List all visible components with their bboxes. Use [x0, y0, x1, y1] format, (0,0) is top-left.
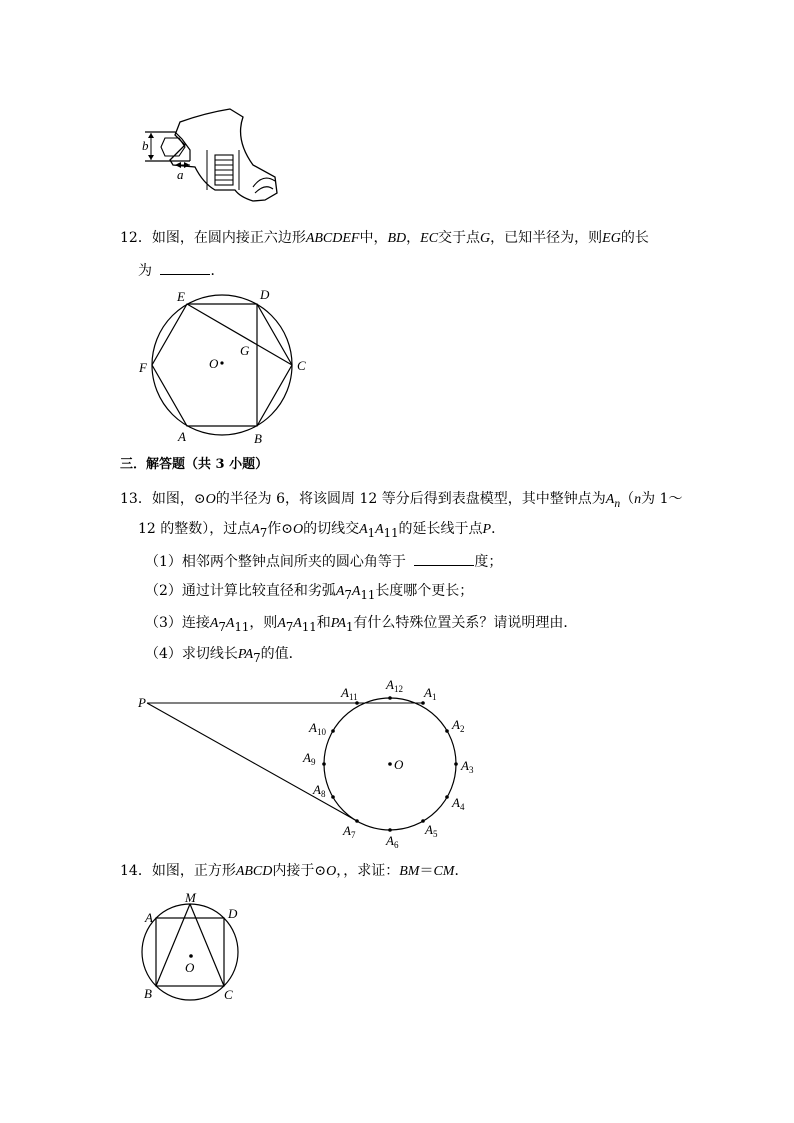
q13-label-a9: $A_9$ — [303, 750, 316, 767]
q13-text: n — [634, 492, 642, 507]
q12-center-dot — [220, 361, 223, 364]
q12-point-g: G — [480, 231, 491, 246]
q12-answer-blank[interactable] — [160, 260, 210, 275]
q12-label-f: F — [139, 360, 147, 375]
q13-sub3 — [145, 614, 577, 636]
q13-label-a11: $A_{11}$ — [341, 685, 358, 702]
q14-square — [156, 918, 224, 986]
q13-text: ，则 — [249, 615, 278, 631]
q14-segment-cm: CM — [433, 864, 455, 879]
q14-label-d: D — [228, 906, 238, 921]
q13-text: A — [605, 492, 615, 507]
q14-text: 内接于⊙ — [272, 863, 327, 879]
q14-text: ． — [454, 863, 469, 879]
q13-text: 1 — [367, 525, 376, 540]
q13-text: 的值． — [260, 646, 303, 662]
q13-text: 的切线交 — [303, 521, 360, 537]
q12-segment-bd: BD — [387, 231, 407, 246]
q12-label-d: D — [260, 287, 270, 302]
q13-label-a2: $A_2$ — [452, 717, 465, 734]
q13-sub4 — [145, 645, 303, 667]
q13-text: 11 — [301, 619, 317, 634]
q13-label-a8: $A_8$ — [313, 782, 326, 799]
q13-text: 的半径为 6，将该圆周 12 等分后得到表盘模型，其中整钟点为 — [215, 491, 606, 507]
q13-text: 作⊙ — [267, 521, 293, 537]
q12-number: 12． — [120, 230, 152, 246]
q12-label-e: E — [177, 289, 185, 304]
q13-text: （1）相邻两个整钟点间所夹的圆心角等于 — [145, 554, 406, 570]
q14-text: O — [326, 864, 337, 879]
q13-text: 如图，⊙ — [151, 491, 206, 507]
q13-text: 有什么特殊位置关系？请说明理由． — [353, 615, 578, 631]
q13-answer-blank[interactable] — [414, 551, 474, 566]
q13-text: A — [351, 584, 361, 599]
q13-text: 和 — [316, 615, 331, 631]
wrench-label-b: b — [142, 138, 149, 153]
q13-text: 度； — [474, 554, 503, 570]
q12-figure — [132, 285, 317, 445]
q13-text: 7 — [218, 619, 226, 634]
q13-text: n — [614, 496, 621, 510]
q12-label-g: G — [240, 343, 250, 358]
q12-hexagon-name: ABCDEF — [305, 231, 360, 246]
q14-line1 — [120, 862, 468, 881]
q13-text: ． — [491, 521, 506, 537]
q12-text: ，已知半径为，则 — [490, 230, 603, 246]
q12-label-b: B — [254, 431, 262, 445]
q13-text: （3）连接 — [145, 615, 210, 631]
q12-line2 — [138, 260, 224, 280]
q13-text: （4）求切线长 — [145, 646, 238, 662]
q13-text: （ — [620, 491, 635, 507]
q14-label-o: O — [185, 960, 195, 975]
q13-figure — [135, 672, 485, 852]
q12-segment-eg: EG — [602, 231, 621, 246]
wrench-label-a: a — [177, 167, 184, 182]
q13-text: A — [375, 522, 384, 537]
q14-line-cm — [190, 904, 224, 986]
q13-text: A — [335, 584, 345, 599]
q12-text: 的长 — [620, 230, 649, 246]
q13-line-p-a7 — [147, 703, 357, 821]
q14-figure — [140, 890, 250, 1005]
q13-text: 1 — [346, 619, 354, 634]
q13-text: 长度哪个更长； — [375, 583, 474, 599]
q12-text: 为 — [138, 263, 152, 279]
q13-label-a4: $A_4$ — [452, 795, 465, 812]
q13-text: 7 — [344, 587, 352, 602]
q12-hexagon — [152, 304, 292, 426]
q13-text: 11 — [383, 525, 399, 540]
q12-line1 — [120, 229, 649, 248]
q13-text: O — [205, 492, 216, 507]
q12-text: 如图，在圆内接正六边形 — [151, 230, 306, 246]
q13-line2 — [138, 520, 505, 542]
q13-text: A — [251, 522, 260, 537]
q13-label-a6: $A_6$ — [386, 833, 399, 850]
q13-text: 11 — [360, 587, 376, 602]
q12-text: ． — [210, 263, 225, 279]
q12-label-o: O — [209, 356, 219, 371]
q13-text: （2）通过计算比较直径和劣弧 — [145, 583, 336, 599]
q14-center-dot — [189, 954, 193, 958]
q13-number: 13． — [120, 491, 152, 507]
q13-text: A — [359, 522, 368, 537]
q14-label-b: B — [144, 986, 152, 1001]
q13-text: A — [209, 616, 219, 631]
q14-label-a: A — [145, 910, 153, 925]
q12-text: ， — [406, 230, 421, 246]
q13-label-a7: $A_7$ — [343, 823, 356, 840]
q13-label-a12: $A_{12}$ — [386, 677, 403, 694]
q12-segment-ec: EC — [420, 231, 439, 246]
q13-text: 7 — [259, 525, 268, 540]
q13-text: 的延长线于点 — [398, 521, 483, 537]
q13-text: 为 1～ — [641, 491, 683, 507]
q14-text: ，，求证： — [336, 863, 400, 879]
q13-text: O — [292, 522, 304, 537]
q12-text: 中， — [359, 230, 388, 246]
q13-text: PA — [237, 647, 254, 662]
q13-text: PA — [330, 616, 347, 631]
q13-label-o: O — [394, 757, 404, 772]
q12-label-c: C — [297, 358, 306, 373]
q12-text: 交于点 — [438, 230, 481, 246]
q13-text: P — [482, 522, 492, 537]
q14-number: 14． — [120, 863, 152, 879]
q13-text: 7 — [253, 650, 261, 665]
q14-text: ＝ — [419, 863, 434, 879]
q13-hour-points — [322, 696, 458, 832]
q13-text: A — [293, 616, 302, 631]
wrench-figure — [135, 105, 285, 210]
q13-label-a3: $A_3$ — [461, 758, 474, 775]
q14-square-name: ABCD — [235, 864, 273, 879]
q12-circle — [152, 295, 292, 435]
q13-label-p: P — [138, 695, 146, 710]
q13-text: A — [277, 616, 286, 631]
q13-text: 11 — [234, 619, 250, 634]
q13-text: A — [225, 616, 235, 631]
q14-label-m: M — [185, 890, 196, 905]
q13-sub2 — [145, 582, 473, 604]
section3-title: 三．解答题（共 3 小题） — [120, 457, 269, 472]
q13-label-a5: $A_5$ — [425, 822, 438, 839]
q13-label-a10: $A_{10}$ — [309, 720, 326, 737]
q14-text: 如图，正方形 — [151, 863, 236, 879]
q13-line1 — [120, 490, 683, 513]
q13-text: 7 — [285, 619, 294, 634]
q12-label-a: A — [178, 429, 186, 444]
q14-segment-bm: BM — [399, 864, 420, 879]
q13-label-a1: $A_1$ — [424, 685, 437, 702]
q13-text: 12 的整数），过点 — [138, 521, 252, 537]
q13-sub1 — [145, 551, 502, 571]
q14-label-c: C — [224, 987, 233, 1002]
